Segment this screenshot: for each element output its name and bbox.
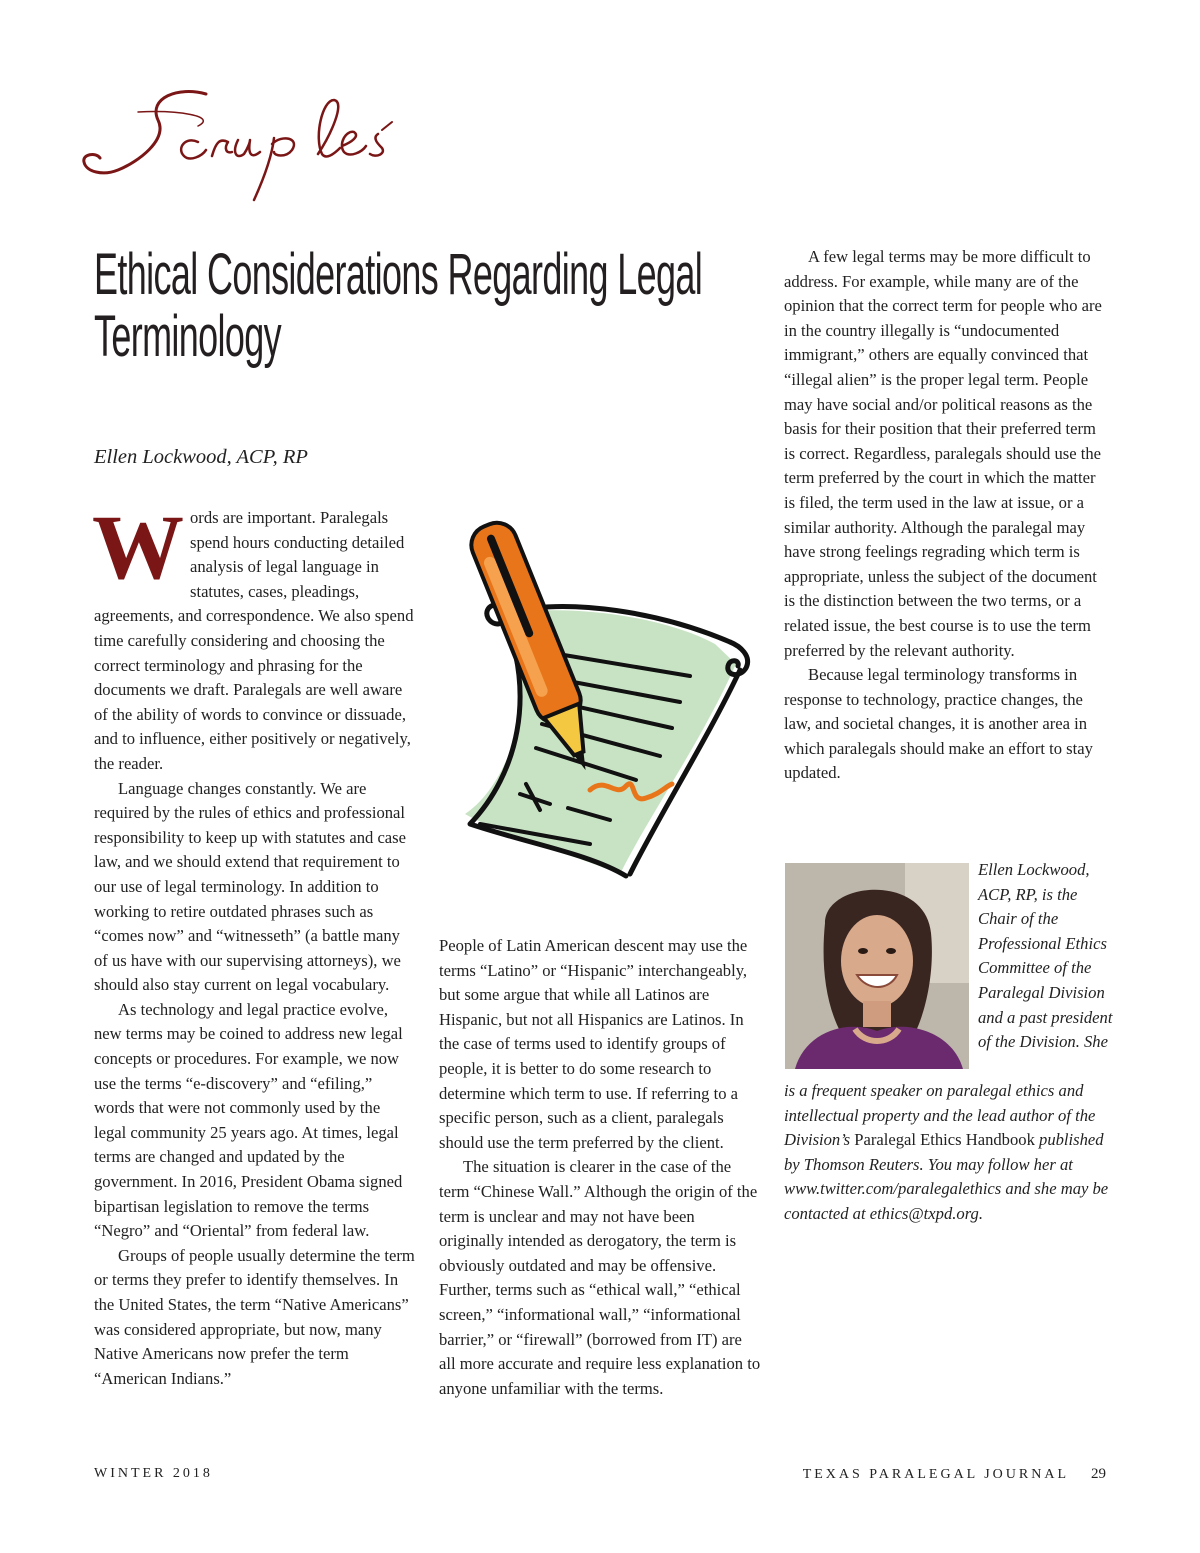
- paragraph: As technology and legal practice evolve, new terms may be coined to address new legal concepts or procedures. For example, we now use the terms “e-discovery” and “efiling,” words that were not commonly used by the legal community 25 years ago. At times, legal terms are changed and updated by the government. In 2016, President Obama signed bipartisan legislation to remove the terms “Negro” and “Oriental” from federal law.: [94, 999, 403, 1241]
- author-bio: is a frequent speaker on paralegal ethics and intellectual property and the lead author of the Division’s Paralegal Ethics Handbook published by Thomson Reuters. You may follow her at www.twitter.com/paralegalethics and she may be contacted at ethics@txpd.org.: [784, 1081, 1109, 1223]
- author-bio-side: Ellen Lockwood, ACP, RP, is the Chair of the Professional Ethics Committee of the Paralegal Division and a past president of the Division. She: [978, 860, 1113, 1052]
- footer-journal: [803, 1466, 1106, 1483]
- section-logo-scruples: [78, 82, 428, 202]
- article-headline: [94, 242, 703, 369]
- headline-line-1: Ethical Considerations Regarding Legal: [94, 242, 703, 307]
- author-byline: Ellen Lockwood, ACP, RP: [94, 446, 308, 468]
- headline-line-2: Terminology: [94, 304, 282, 369]
- footer-issue: WINTER 2018: [94, 1466, 213, 1481]
- paragraph: Language changes constantly. We are required by the rules of ethics and professional responsibility to keep up with statutes and case law, and we should extend that requirement to our use of legal terminology. In addition to working to retire outdated phrases such as “comes now” and “witnesseth” (a battle many of us have with our supervising attorneys), we should also stay current on legal vocabulary.: [94, 778, 406, 995]
- book-title: Paralegal Ethics Handbook: [854, 1130, 1035, 1150]
- paragraph: The situation is clearer in the case of the term “Chinese Wall.” Although the origin of the term is unclear and may not have been originally intended as derogatory, the term is obviously outdated and may be offensive. Further, terms such as “ethical wall,” “ethical screen,” “informational wall,” “informational barrier,” or “firewall” (borrowed from IT) are all more accurate and require less explanation to anyone unfamiliar with the terms.: [439, 1157, 761, 1398]
- paragraph: Words are important. Paralegals spend hours conducting detailed analysis of legal language in statutes, cases, pleadings, agreements, and correspondence. We also spend time carefully considering and choosing the correct terminology and phrasing for the documents we draft. Paralegals are well aware of the ability of words to convince or dissuade, and to influence, either positively or negatively, the reader.: [92, 496, 414, 773]
- paragraph: A few legal terms may be more difficult to address. For example, while many are of the opinion that the correct term for people who are in the country illegally is “undocumented immigrant,” others are equally convinced that “illegal alien” is the proper legal term. People may have social and/or political reasons as the basis for their position that their preferred term is correct. Regardless, paralegals should use the term preferred by the court in which the matter is filed, the term used in the law at issue, or a similar authority. Although the paralegal may have strong feelings regrading which term is appropriate, unless the subject of the document is the distinction between the two terms, or a related issue, the best course is to use the term preferred by the relevant authority.: [784, 247, 1102, 660]
- article-column-2: [439, 934, 761, 1401]
- page-number: 29: [1091, 1466, 1106, 1482]
- paragraph: Because legal terminology transforms in response to technology, practice changes, the law, and societal changes, it is another area in which paralegals should make an effort to stay updated.: [784, 665, 1093, 783]
- article-column-3: [784, 245, 1106, 786]
- article-column-1: [92, 496, 416, 1391]
- drop-cap: W: [92, 496, 184, 598]
- pen-and-scroll-illustration: [440, 494, 770, 890]
- paragraph: Groups of people usually determine the term or terms they prefer to identify themselves. In the United States, the term “Native Americans” was considered appropriate, but now, many Native Americans now prefer the term “American Indians.”: [94, 1245, 415, 1388]
- journal-name: TEXAS PARALEGAL JOURNAL: [802, 1467, 1069, 1482]
- paragraph: People of Latin American descent may use the terms “Latino” or “Hispanic” interchangeably, but some argue that while all Latinos are Hispanic, but not all Hispanics are Latinos. In the case of terms used to identify groups of people, it is better to do some research to determine which term to use. If referring to a specific person, such as a client, paralegals should use the term preferred by the client.: [439, 936, 748, 1152]
- author-photo: [785, 863, 969, 1069]
